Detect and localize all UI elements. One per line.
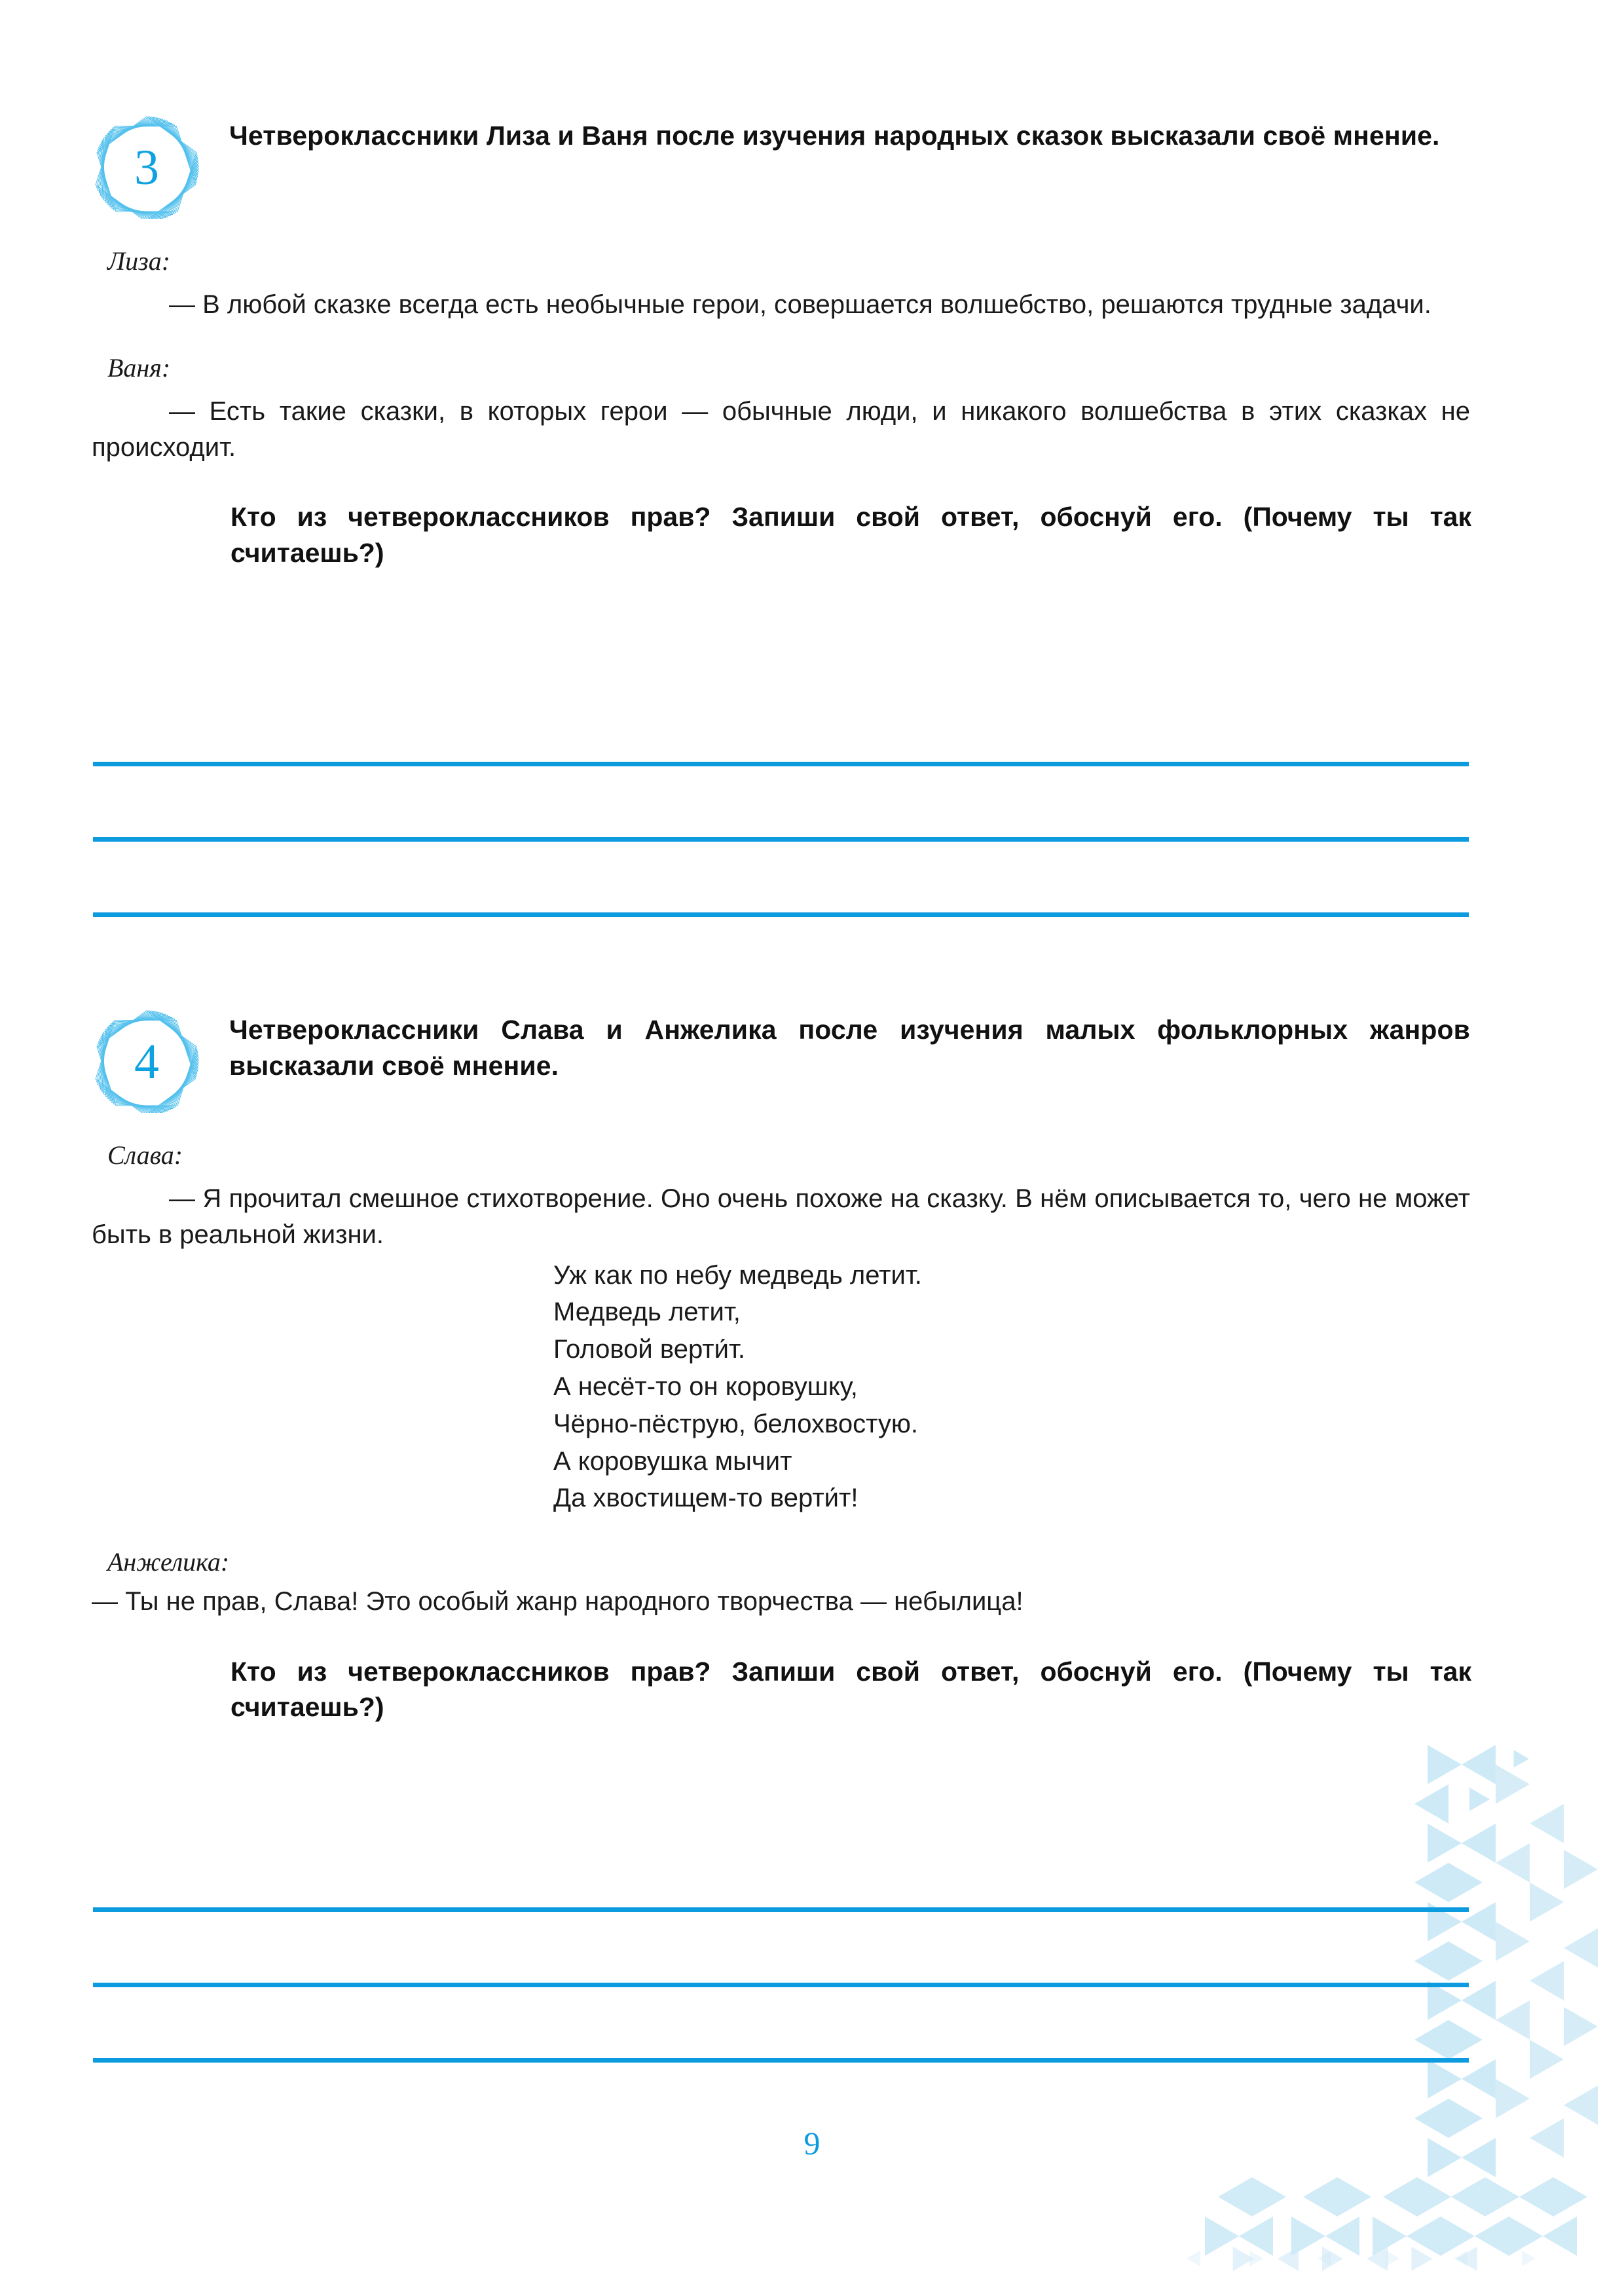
- answer-line[interactable]: [93, 1907, 1469, 1912]
- speaker-quote-vanya: — Есть такие сказки, в которых герои — обычные люди, и никакого волшебства в этих сказках не происходит.: [92, 396, 1470, 462]
- task-4-answer-lines[interactable]: [93, 1907, 1469, 2133]
- poem-line: Да хвостищем-то верти́т!: [553, 1484, 858, 1513]
- task-3-question: Кто из четвероклассников прав? Запиши свой ответ, обоснуй его. (Почему ты так считаешь?): [231, 502, 1471, 568]
- speaker-name-liza: Лиза:: [107, 246, 171, 276]
- speaker-quote-slava: — Я прочитал смешное стихотворение. Оно очень похоже на сказку. В нём описывается то, чего не может быть в реальной жизни.: [92, 1184, 1470, 1249]
- poem-line: Медведь летит,: [553, 1298, 741, 1327]
- task-number-badge: [92, 113, 202, 219]
- task-3-header: [92, 118, 1470, 216]
- answer-line[interactable]: [93, 837, 1469, 842]
- task-block-4: [92, 1012, 1470, 1725]
- task-3-title: Четвероклассники Лиза и Ваня после изучения народных сказок высказали своё мнение.: [229, 121, 1440, 151]
- answer-line[interactable]: [93, 912, 1469, 917]
- speaker-name-vanya: Ваня:: [107, 352, 171, 383]
- speaker-quote-anzhelika: — Ты не прав, Слава! Это особый жанр народного творчества — небылица!: [92, 1587, 1024, 1617]
- poem-block: [553, 1257, 1470, 1518]
- task-number-badge: [92, 1007, 202, 1113]
- task-number-label: 4: [134, 1034, 159, 1089]
- task-3-answer-lines[interactable]: [93, 762, 1469, 988]
- speaker-quote-liza: — В любой сказке всегда есть необычные герои, совершается волшебство, решаются трудные задачи.: [169, 290, 1431, 319]
- answer-line[interactable]: [93, 1983, 1469, 1987]
- task-4-question: Кто из четвероклассников прав? Запиши свой ответ, обоснуй его. (Почему ты так считаешь?): [231, 1656, 1471, 1723]
- poem-line: Головой верти́т.: [553, 1335, 745, 1364]
- task-number-label: 3: [134, 140, 159, 195]
- speaker-name-anzhelika: Анжелика:: [107, 1547, 230, 1577]
- answer-line[interactable]: [93, 2058, 1469, 2063]
- task-block-3: [92, 118, 1470, 570]
- answer-line[interactable]: [93, 762, 1469, 766]
- task-4-title: Четвероклассники Слава и Анжелика после изучения малых фольклорных жанров высказали своё мнение.: [229, 1015, 1470, 1081]
- poem-line: А коровушка мычит: [553, 1446, 792, 1476]
- poem-line: А несёт-то он коровушку,: [553, 1372, 858, 1401]
- speaker-name-slava: Слава:: [107, 1140, 183, 1170]
- poem-line: Уж как по небу медведь летит.: [553, 1260, 922, 1290]
- poem-line: Чёрно-пёструю, белохвостую.: [553, 1409, 918, 1438]
- page-number: 9: [803, 2125, 821, 2161]
- task-4-header: [92, 1012, 1470, 1110]
